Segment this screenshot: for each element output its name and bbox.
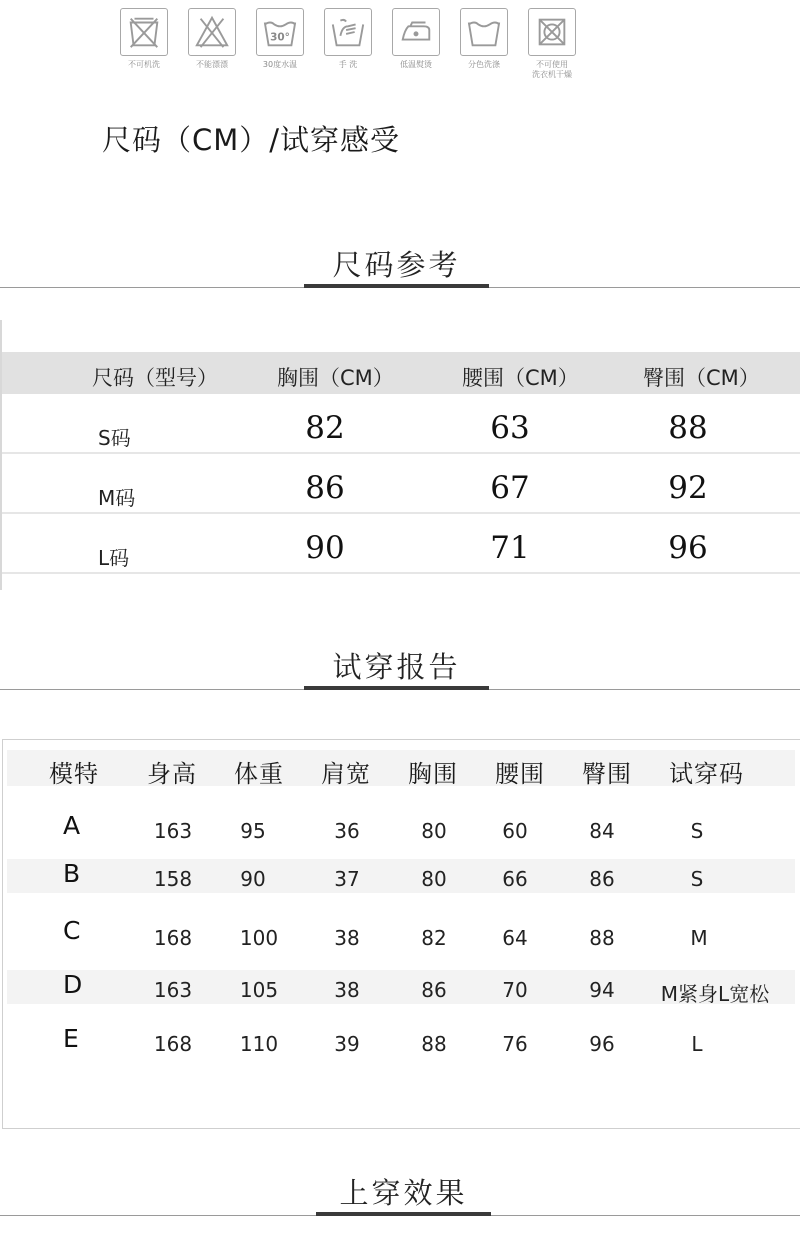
chest-value: 80 [421, 819, 447, 843]
section-underline-bar [304, 284, 489, 288]
chest-value: 82 [421, 926, 447, 950]
fit-section-header [0, 650, 800, 690]
size-label: L码 [98, 546, 130, 570]
header-model: 模特 [49, 760, 99, 788]
fit-size-value: S [690, 867, 704, 891]
care-icons-row [110, 8, 586, 80]
shoulder-value: 39 [334, 1032, 360, 1056]
table-row [2, 394, 800, 454]
header-hip: 臀围（CM） [643, 366, 760, 390]
hip-value: 88 [589, 926, 615, 950]
header-hip: 臀围 [582, 760, 632, 788]
header-height: 身高 [147, 760, 197, 788]
size-section-header [0, 248, 800, 288]
size-label: S码 [98, 426, 131, 450]
care-label: 30度水温 [262, 60, 298, 69]
weight-value: 100 [239, 926, 279, 950]
hip-value: 96 [668, 530, 708, 566]
chest-value: 86 [305, 470, 345, 506]
fit-size-value: M [690, 926, 708, 950]
shoulder-value: 38 [334, 978, 360, 1002]
no-tumble-dry-icon [528, 8, 576, 56]
height-value: 163 [153, 978, 193, 1002]
waist-value: 60 [502, 819, 528, 843]
hip-value: 84 [589, 819, 615, 843]
table-row [7, 1024, 795, 1058]
waist-value: 71 [490, 530, 530, 566]
model-id: E [63, 1024, 79, 1053]
table-row [2, 454, 800, 514]
height-value: 163 [153, 819, 193, 843]
waist-value: 64 [502, 926, 528, 950]
care-label: 不可机洗 [128, 60, 160, 69]
fit-report-table [2, 739, 800, 1129]
care-label: 手 洗 [338, 60, 358, 69]
care-item-low-iron [382, 8, 450, 80]
table-row [2, 514, 800, 574]
low-iron-icon [392, 8, 440, 56]
height-value: 168 [153, 926, 193, 950]
header-chest: 胸围（CM） [277, 366, 394, 390]
header-weight: 体重 [234, 760, 284, 788]
header-waist: 腰围（CM） [462, 366, 579, 390]
header-size: 尺码（型号） [92, 366, 218, 390]
header-shoulder: 肩宽 [321, 760, 371, 788]
size-label: M码 [98, 486, 136, 510]
model-id: D [63, 970, 83, 999]
hip-value: 88 [668, 410, 708, 446]
care-label: 分色洗涤 [468, 60, 500, 69]
shoulder-value: 37 [334, 867, 360, 891]
care-label: 不可使用 洗衣机干燥 [532, 60, 572, 79]
fit-size-value: L [691, 1032, 703, 1056]
table-row [7, 811, 795, 845]
section-underline-bar [316, 1212, 491, 1216]
height-value: 168 [153, 1032, 193, 1056]
weight-value: 110 [239, 1032, 279, 1056]
chest-value: 80 [421, 867, 447, 891]
model-id: B [63, 859, 81, 888]
size-table [0, 320, 800, 590]
shoulder-value: 36 [334, 819, 360, 843]
care-label: 低温熨烫 [400, 60, 432, 69]
header-fit-size: 试穿码 [669, 760, 744, 788]
weight-value: 105 [239, 978, 279, 1002]
waist-value: 67 [490, 470, 530, 506]
waist-value: 66 [502, 867, 528, 891]
section-title: 尺码参考 [332, 248, 461, 282]
section-underline-bar [304, 686, 489, 690]
section-title: 上穿效果 [339, 1176, 468, 1210]
hip-value: 96 [589, 1032, 615, 1056]
care-label: 不能漂漂 [196, 60, 228, 69]
effect-section-header [0, 1176, 800, 1216]
hip-value: 94 [589, 978, 615, 1002]
weight-value: 90 [240, 867, 266, 891]
chest-value: 86 [421, 978, 447, 1002]
no-bleach-icon [188, 8, 236, 56]
model-id: A [63, 811, 81, 840]
care-item-no-tumble-dry [518, 8, 586, 80]
hand-wash-icon [324, 8, 372, 56]
shoulder-value: 38 [334, 926, 360, 950]
care-item-no-machine-wash [110, 8, 178, 80]
table-row [7, 970, 795, 1004]
size-table-header [2, 352, 800, 394]
fit-table-header [7, 750, 795, 786]
waist-value: 76 [502, 1032, 528, 1056]
model-id: C [63, 916, 81, 945]
height-value: 158 [153, 867, 193, 891]
waist-value: 63 [490, 410, 530, 446]
fit-size-value: M紧身L宽松 [660, 982, 770, 1006]
hip-value: 92 [668, 470, 708, 506]
care-item-hand-wash [314, 8, 382, 80]
chest-value: 90 [305, 530, 345, 566]
waist-value: 70 [502, 978, 528, 1002]
page-title: 尺码（CM）/试穿感受 [102, 123, 401, 157]
header-chest: 胸围 [408, 760, 458, 788]
care-item-no-bleach [178, 8, 246, 80]
weight-value: 95 [240, 819, 266, 843]
table-row [7, 916, 795, 950]
fit-size-value: S [690, 819, 704, 843]
care-item-wash-30 [246, 8, 314, 80]
no-machine-wash-icon [120, 8, 168, 56]
care-item-separate-wash [450, 8, 518, 80]
section-title: 试穿报告 [332, 650, 461, 684]
separate-wash-icon [460, 8, 508, 56]
hip-value: 86 [589, 867, 615, 891]
svg-text:30°: 30° [270, 31, 290, 44]
chest-value: 88 [421, 1032, 447, 1056]
chest-value: 82 [305, 410, 345, 446]
wash-30-icon [256, 8, 304, 56]
table-row [7, 859, 795, 893]
header-waist: 腰围 [495, 760, 545, 788]
